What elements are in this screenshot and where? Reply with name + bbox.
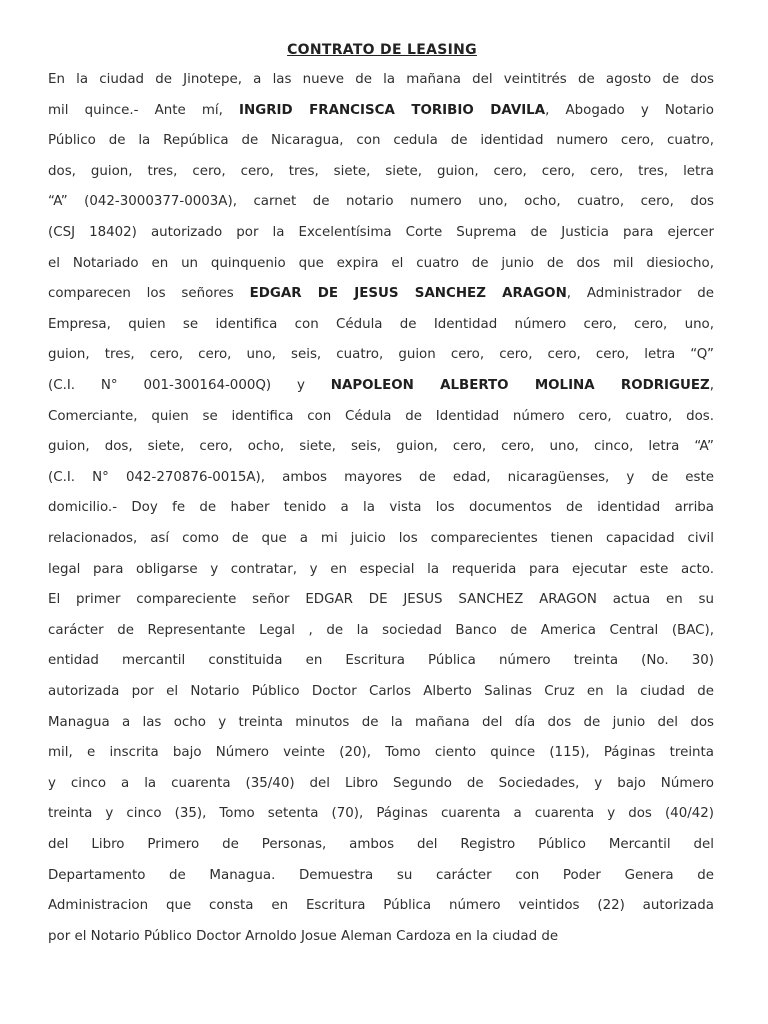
text-segment: (C.I. N° 001-300164-000Q) y xyxy=(48,378,331,393)
text-segment: relacionados, así como de que a mi juicio los comparecientes tienen capacidad civil xyxy=(48,531,714,546)
text-line xyxy=(48,621,714,641)
text-segment: entidad mercantil constituida en Escritura Pública número treinta (No. 30) xyxy=(48,653,714,669)
text-line xyxy=(48,162,714,182)
text-line xyxy=(48,376,714,396)
text-line xyxy=(48,804,714,824)
text-line xyxy=(48,101,714,121)
text-segment: dos, guion, tres, cero, cero, tres, siete, siete, guion, cero, cero, cero, tres, letra xyxy=(48,163,714,179)
text-line xyxy=(48,896,714,916)
text-segment: autorizada por el Notario Público Doctor Carlos Alberto Salinas Cruz en la ciudad de xyxy=(48,684,714,699)
text-segment: carácter de Representante Legal , de la sociedad Banco de America Central (BAC), xyxy=(48,622,714,638)
text-segment: , xyxy=(709,378,714,393)
text-line xyxy=(48,407,714,427)
text-segment: por el Notario Público Doctor Arnoldo Josue Aleman Cardoza en la ciudad de xyxy=(48,928,559,944)
text-segment: comparecen los señores xyxy=(48,286,250,302)
bold-name: INGRID FRANCISCA TORIBIO DAVILA xyxy=(239,102,546,118)
text-segment: mil quince.- Ante mí, xyxy=(48,102,240,118)
document-title: CONTRATO DE LEASING xyxy=(287,42,477,58)
text-segment: y cinco a la cuarenta (35/40) del Libro Segundo de Sociedades, y bajo Número xyxy=(48,775,714,791)
text-line xyxy=(48,192,714,212)
text-segment: guion, tres, cero, cero, uno, seis, cuatro, guion cero, cero, cero, cero, letra “Q” xyxy=(48,347,714,363)
text-line xyxy=(48,315,714,335)
text-line xyxy=(48,498,714,518)
text-line xyxy=(48,223,714,243)
text-line xyxy=(48,70,714,90)
text-segment: Público de la República de Nicaragua, con cedula de identidad numero cero, cuatro, xyxy=(48,133,714,149)
text-segment: el Notariado en un quinquenio que expira el cuatro de junio de dos mil diesiocho, xyxy=(48,255,714,271)
text-segment: , Administrador de xyxy=(566,286,714,302)
text-line xyxy=(48,866,714,886)
text-line xyxy=(48,560,714,580)
text-segment: mil, e inscrita bajo Número veinte (20), Tomo ciento quince (115), Páginas treinta xyxy=(48,745,714,761)
text-segment: (C.I. N° 042-270876-0015A), ambos mayores de edad, nicaragüenses, y de este xyxy=(48,469,714,485)
text-segment: del Libro Primero de Personas, ambos del Registro Público Mercantil del xyxy=(48,837,714,852)
text-line xyxy=(48,468,714,488)
text-segment: El primer compareciente señor EDGAR DE JESUS SANCHEZ ARAGON actua en su xyxy=(48,592,714,608)
text-line xyxy=(48,284,714,304)
text-segment: guion, dos, siete, cero, ocho, siete, seis, guion, cero, cero, uno, cinco, letra “A” xyxy=(48,439,714,455)
text-line xyxy=(48,529,714,549)
text-line xyxy=(48,254,714,274)
text-line xyxy=(48,743,714,763)
bold-name: NAPOLEON ALBERTO MOLINA RODRIGUEZ xyxy=(330,378,710,393)
text-line xyxy=(48,927,714,947)
text-segment: domicilio.- Doy fe de haber tenido a la vista los documentos de identidad arriba xyxy=(48,500,714,516)
text-segment: En la ciudad de Jinotepe, a las nueve de la mañana del veintitrés de agosto de dos xyxy=(48,72,714,87)
text-line xyxy=(48,835,714,855)
text-segment: “A” (042-3000377-0003A), carnet de notario numero uno, ocho, cuatro, cero, dos xyxy=(48,194,714,210)
text-line xyxy=(48,345,714,365)
bold-name: EDGAR DE JESUS SANCHEZ ARAGON xyxy=(249,286,567,302)
text-line xyxy=(48,131,714,151)
text-segment: Administracion que consta en Escritura Pública número veintidos (22) autorizada xyxy=(48,898,714,914)
text-line xyxy=(48,590,714,610)
text-segment: Empresa, quien se identifica con Cédula de Identidad número cero, cero, uno, xyxy=(48,316,714,332)
text-line xyxy=(48,682,714,702)
text-segment: treinta y cinco (35), Tomo setenta (70), Páginas cuarenta a cuarenta y dos (40/42) xyxy=(48,806,714,822)
text-line xyxy=(48,651,714,671)
text-segment: (CSJ 18402) autorizado por la Excelentísima Corte Suprema de Justicia para ejercer xyxy=(48,225,714,240)
text-segment: Comerciante, quien se identifica con Cédula de Identidad número cero, cuatro, dos. xyxy=(48,408,714,424)
text-segment: Departamento de Managua. Demuestra su carácter con Poder Genera de xyxy=(48,867,714,883)
text-line xyxy=(48,437,714,457)
text-segment: legal para obligarse y contratar, y en especial la requerida para ejecutar este acto. xyxy=(48,561,714,577)
text-segment: , Abogado y Notario xyxy=(545,102,714,118)
text-line xyxy=(48,713,714,733)
text-segment: Managua a las ocho y treinta minutos de la mañana del día dos de junio del dos xyxy=(48,714,714,730)
text-line xyxy=(48,774,714,794)
